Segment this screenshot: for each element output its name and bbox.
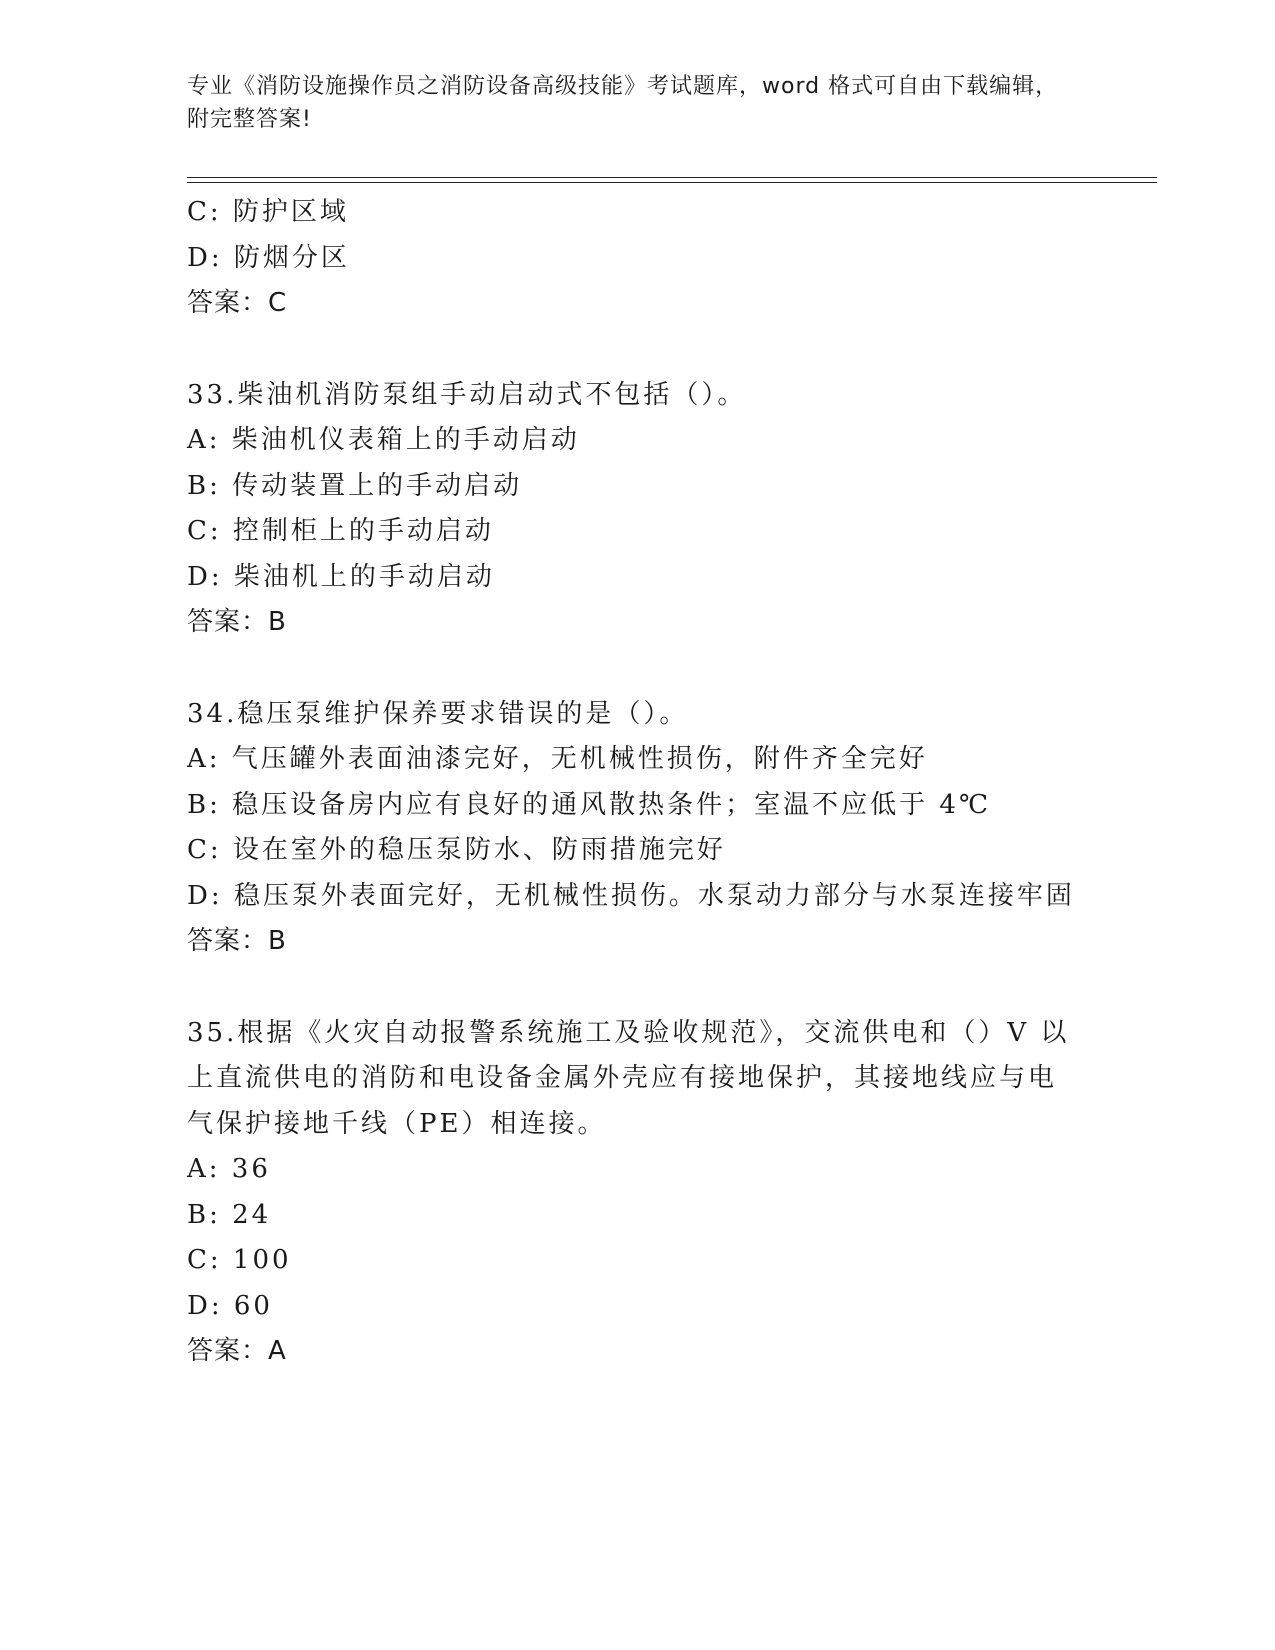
question-35 — [187, 1011, 1087, 1375]
option-a: A: 气压罐外表面油漆完好，无机械性损伤，附件齐全完好 — [187, 744, 928, 774]
question-list — [187, 190, 1087, 1375]
question-stem: 34.稳压泵维护保养要求错误的是（）。 — [187, 698, 689, 729]
option-c: C: 100 — [187, 1245, 292, 1275]
option-a: A: 36 — [187, 1154, 271, 1184]
spacer — [187, 646, 1087, 692]
header-rule-top — [187, 177, 1157, 178]
spacer — [187, 965, 1087, 1011]
question-stem-line-3: 气保护接地千线（PE）相连接。 — [187, 1108, 607, 1139]
option-d: D: 防烟分区 — [187, 242, 350, 273]
option-d: D: 稳压泵外表面完好，无机械性损伤。水泵动力部分与水泵连接牢固 — [187, 880, 1075, 911]
header-rule-bottom — [187, 182, 1157, 183]
option-b: B: 传动装置上的手动启动 — [187, 470, 523, 501]
option-d: D: 60 — [187, 1290, 273, 1321]
question-stem-line-1: 35.根据《火灾自动报警系统施工及验收规范》，交流供电和（）V 以 — [187, 1017, 1070, 1048]
option-b: B: 24 — [187, 1199, 272, 1230]
option-a: A: 柴油机仪表箱上的手动启动 — [187, 425, 580, 455]
question-32-tail — [187, 190, 1087, 327]
answer: 答案：A — [187, 1336, 287, 1366]
option-c: C: 控制柜上的手动启动 — [187, 516, 494, 546]
answer: 答案：C — [187, 288, 288, 318]
option-c: C: 设在室外的稳压泵防水、防雨措施完好 — [187, 835, 726, 865]
answer: 答案：B — [187, 607, 287, 637]
option-d: D: 柴油机上的手动启动 — [187, 561, 495, 592]
question-stem-line-2: 上直流供电的消防和电设备金属外壳应有接地保护，其接地线应与电 — [187, 1063, 1058, 1093]
question-33 — [187, 373, 1087, 646]
spacer — [187, 327, 1087, 373]
answer: 答案：B — [187, 926, 287, 956]
option-b: B: 稳压设备房内应有良好的通风散热条件；室温不应低于 4℃ — [187, 789, 992, 820]
question-stem: 33.柴油机消防泵组手动启动式不包括（）。 — [187, 379, 747, 410]
question-34 — [187, 692, 1087, 965]
document-header: 专业《消防设施操作员之消防设备高级技能》考试题库，word 格式可自由下载编辑，附完整答案! — [187, 74, 1059, 132]
option-c: C: 防护区域 — [187, 197, 349, 227]
